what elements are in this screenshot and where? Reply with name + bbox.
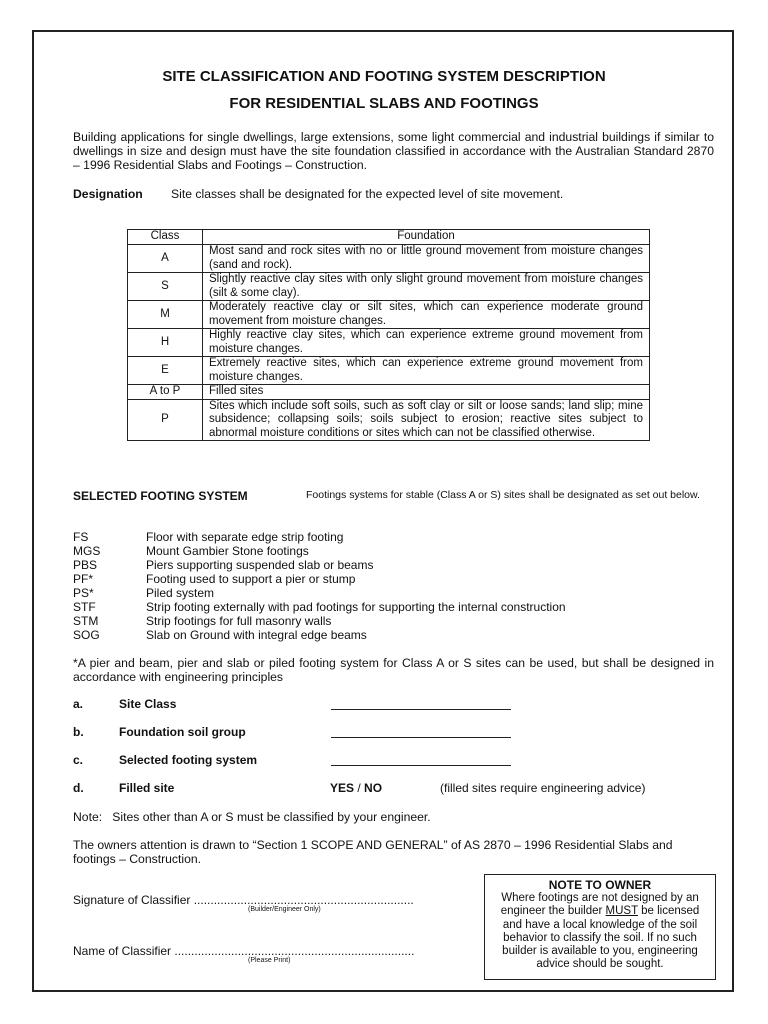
footing-code: MGS xyxy=(73,544,101,558)
footing-desc: Strip footings for full masonry walls xyxy=(146,614,332,628)
signature-of-classifier[interactable]: Signature of Classifier .................................................................. xyxy=(73,893,414,907)
footing-heading: SELECTED FOOTING SYSTEM xyxy=(73,489,248,503)
footing-desc: Strip footing externally with pad footings for supporting the internal construction xyxy=(146,600,566,614)
site-class-line[interactable] xyxy=(331,709,511,710)
footing-code: FS xyxy=(73,530,89,544)
title-line-2: FOR RESIDENTIAL SLABS AND FOOTINGS xyxy=(229,95,539,112)
table-row xyxy=(128,399,650,441)
class-cell: M xyxy=(128,301,203,329)
class-cell: P xyxy=(128,399,203,441)
note-to-owner-box xyxy=(484,874,716,980)
footing-desc: Piers supporting suspended slab or beams xyxy=(146,558,374,572)
table-row xyxy=(128,273,650,301)
table-row xyxy=(128,385,650,400)
item-d-letter: d. xyxy=(73,781,84,795)
footing-note: Footings systems for stable (Class A or S) sites shall be designated as set out below. xyxy=(306,489,700,501)
foundation-cell: Moderately reactive clay or silt sites, which can experience moderate ground movement from moisture changes. xyxy=(203,301,650,329)
footing-desc: Piled system xyxy=(146,586,215,600)
yes-no-separator: / xyxy=(357,781,361,795)
title-line-1: SITE CLASSIFICATION AND FOOTING SYSTEM DESCRIPTION xyxy=(162,68,606,85)
table-row xyxy=(128,357,650,385)
site-class-table xyxy=(127,229,650,441)
yes-option[interactable]: YES xyxy=(330,781,355,795)
no-option[interactable]: NO xyxy=(364,781,383,795)
classification-note: Note: Sites other than A or S must be classified by your engineer. xyxy=(73,810,431,824)
designation-label: Designation xyxy=(73,187,143,201)
foundation-cell: Most sand and rock sites with no or little ground movement from moisture changes (sand and rock). xyxy=(203,245,650,273)
class-cell: H xyxy=(128,329,203,357)
footing-code: PBS xyxy=(73,558,98,572)
table-row xyxy=(128,245,650,273)
foundation-soil-group-label: Foundation soil group xyxy=(119,725,246,739)
item-b-letter: b. xyxy=(73,725,84,739)
yes-no-choice xyxy=(330,781,382,795)
class-cell: E xyxy=(128,357,203,385)
filled-site-note: (filled sites require engineering advice) xyxy=(440,781,646,795)
foundation-soil-group-line[interactable] xyxy=(331,737,511,738)
footing-code: PF* xyxy=(73,572,94,586)
foundation-cell: Slightly reactive clay sites with only slight ground movement from moisture changes (silt & some clay). xyxy=(203,273,650,301)
selected-footing-system-label: Selected footing system xyxy=(119,753,258,767)
selected-footing-system-line[interactable] xyxy=(331,765,511,766)
footing-code: PS* xyxy=(73,586,94,600)
footing-desc: Footing used to support a pier or stump xyxy=(146,572,356,586)
table-row xyxy=(128,329,650,357)
foundation-cell: Filled sites xyxy=(203,385,650,400)
footing-desc: Mount Gambier Stone footings xyxy=(146,544,309,558)
must-emphasis: MUST xyxy=(605,905,638,918)
intro-paragraph: Building applications for single dwellings, large extensions, some light commercial and industrial buildings if similar to dwellings in size and design must have the site foundation classified in accordance with the Australian Standard 2870 – 1996 Residential Slabs and Footings – Construction. xyxy=(73,130,714,172)
foundation-cell: Highly reactive clay sites, which can experience extreme ground movement from moisture changes. xyxy=(203,329,650,357)
note-to-owner-text-post: be licensed and have a local knowledge of the soil behavior to classify the soil. If no such builder is available to you, engineering advice should be sought. xyxy=(502,905,700,971)
header-foundation: Foundation xyxy=(203,230,650,245)
filled-site-label: Filled site xyxy=(119,781,175,795)
item-a-letter: a. xyxy=(73,697,84,711)
foundation-cell: Extremely reactive sites, which can experience extreme ground movement from moisture changes. xyxy=(203,357,650,385)
class-cell: S xyxy=(128,273,203,301)
footing-footnote: *A pier and beam, pier and slab or piled footing system for Class A or S sites can be used, but shall be designed in accordance with engineering principles xyxy=(73,656,714,684)
owners-attention: The owners attention is drawn to “Section 1 SCOPE AND GENERAL” of AS 2870 – 1996 Residential Slabs and footings – Construction. xyxy=(73,838,673,866)
site-class-label: Site Class xyxy=(119,697,177,711)
note-to-owner-text xyxy=(493,892,707,971)
footing-code: STF xyxy=(73,600,96,614)
class-cell: A xyxy=(128,245,203,273)
footing-desc: Slab on Ground with integral edge beams xyxy=(146,628,367,642)
signature-sublabel: (Builder/Engineer Only) xyxy=(248,906,321,913)
footing-desc: Floor with separate edge strip footing xyxy=(146,530,344,544)
designation-text: Site classes shall be designated for the expected level of site movement. xyxy=(171,187,564,201)
table-row xyxy=(128,301,650,329)
name-sublabel: (Please Print) xyxy=(248,957,291,964)
name-of-classifier[interactable]: Name of Classifier ........................................................................ xyxy=(73,944,415,958)
foundation-cell: Sites which include soft soils, such as soft clay or silt or loose sands; land slip; mine subsidence; collapsing soils; soils subject to erosion; reactive sites subject to abnormal moisture conditions or sites which can not be classified otherwise. xyxy=(203,399,650,441)
table-header-row xyxy=(128,230,650,245)
footing-code: SOG xyxy=(73,628,100,642)
class-cell: A to P xyxy=(128,385,203,400)
note-to-owner-text-pre: Where footings are not designed by an engineer the builder xyxy=(500,892,699,918)
note-to-owner-title: NOTE TO OWNER xyxy=(548,878,652,892)
item-c-letter: c. xyxy=(73,753,84,767)
header-class: Class xyxy=(128,230,203,245)
footing-code: STM xyxy=(73,614,99,628)
